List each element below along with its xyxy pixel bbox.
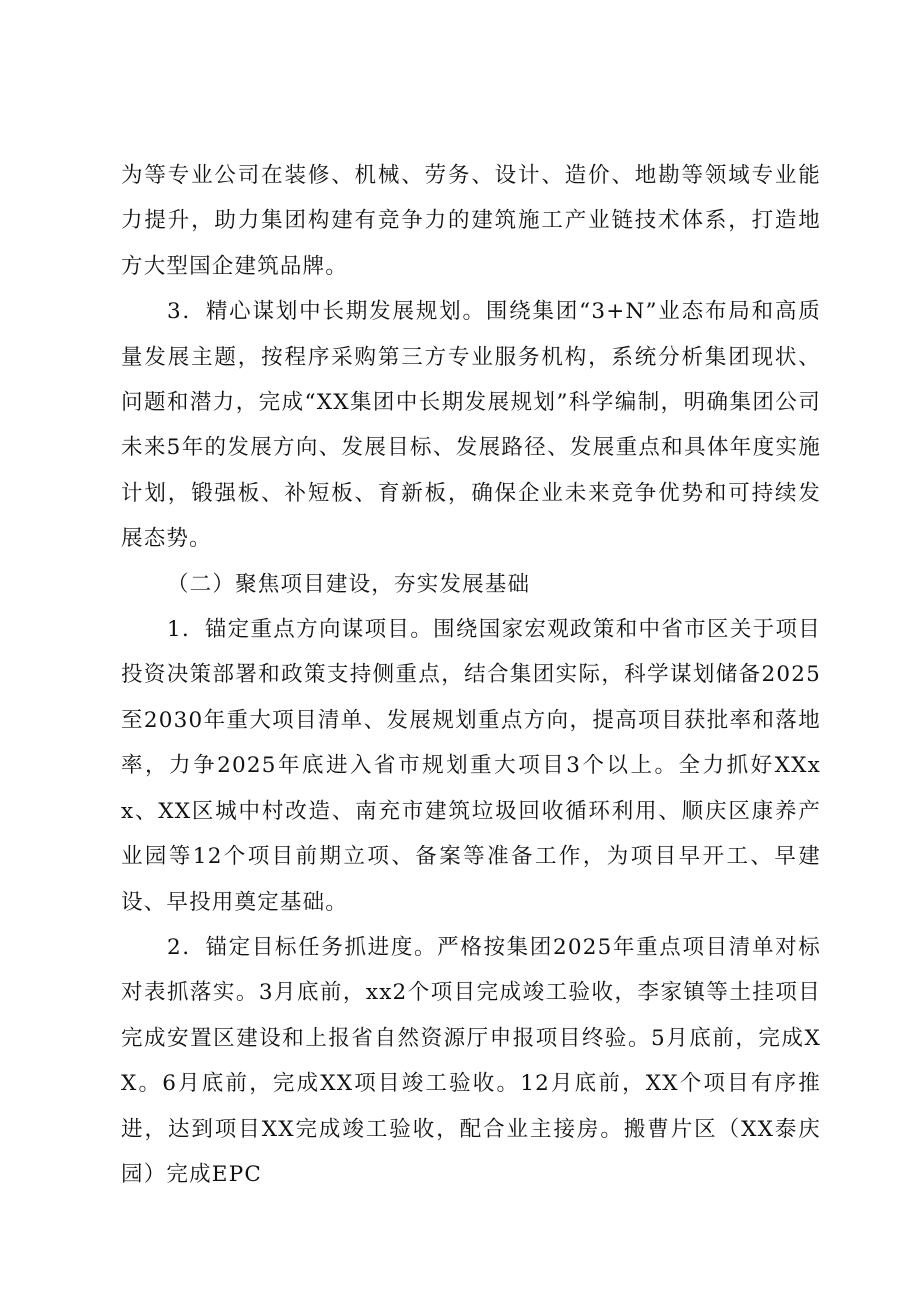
- paragraph-lead: 1．锚定重点方向谋项目。: [167, 617, 434, 643]
- paragraph-continuation: [121, 153, 821, 289]
- paragraph-text: 围绕国家宏观政策和中省市区关于项目投资决策部署和政策支持侧重点，结合集团实际，科学谋划储备2025至2030年重大项目清单、发展规划重点方向，提高项目获批率和落地率，力争2025年底进入省市规划重大项目3个以上。全力抓好XXxx、XX区城中村改造、南充市建筑垃圾回收循环利用、顺庆区康养产业园等12个项目前期立项、备案等准备工作，为项目早开工、早建设、早投用奠定基础。: [121, 617, 821, 915]
- paragraph-item-3: [121, 289, 821, 561]
- paragraph-lead: 2．锚定目标任务抓进度。: [167, 934, 438, 960]
- paragraph-item-2: [121, 925, 821, 1197]
- paragraph-text: 为等专业公司在装修、机械、劳务、设计、造价、地勘等领域专业能力提升，助力集团构建有竞争力的建筑施工产业链技术体系，打造地方大型国企建筑品牌。: [121, 163, 821, 279]
- paragraph-text: 围绕集团“3+N”业态布局和高质量发展主题，按程序采购第三方专业服务机构，系统分析集团现状、问题和潜力，完成“XX集团中长期发展规划”科学编制，明确集团公司未来5年的发展方向、发展目标、发展路径、发展重点和具体年度实施计划，锻强板、补短板、育新板，确保企业未来竞争优势和可持续发展态势。: [121, 299, 821, 552]
- section-heading: [121, 562, 821, 607]
- paragraph-item-1: [121, 607, 821, 925]
- paragraph-lead: 3．精心谋划中长期发展规划。: [167, 299, 486, 325]
- paragraph-text: 严格按集团2025年重点项目清单对标对表抓落实。3月底前，xx2个项目完成竣工验收，李家镇等土挂项目完成安置区建设和上报省自然资源厅申报项目终验。5月底前，完成XX。6月底前，完成XX项目竣工验收。12月底前，XX个项目有序推进，达到项目XX完成竣工验收，配合业主接房。搬曹片区（XX泰庆园）完成EPC: [121, 934, 821, 1187]
- section-heading-text: （二）聚焦项目建设，夯实发展基础: [167, 571, 531, 597]
- document-body: [121, 153, 821, 1197]
